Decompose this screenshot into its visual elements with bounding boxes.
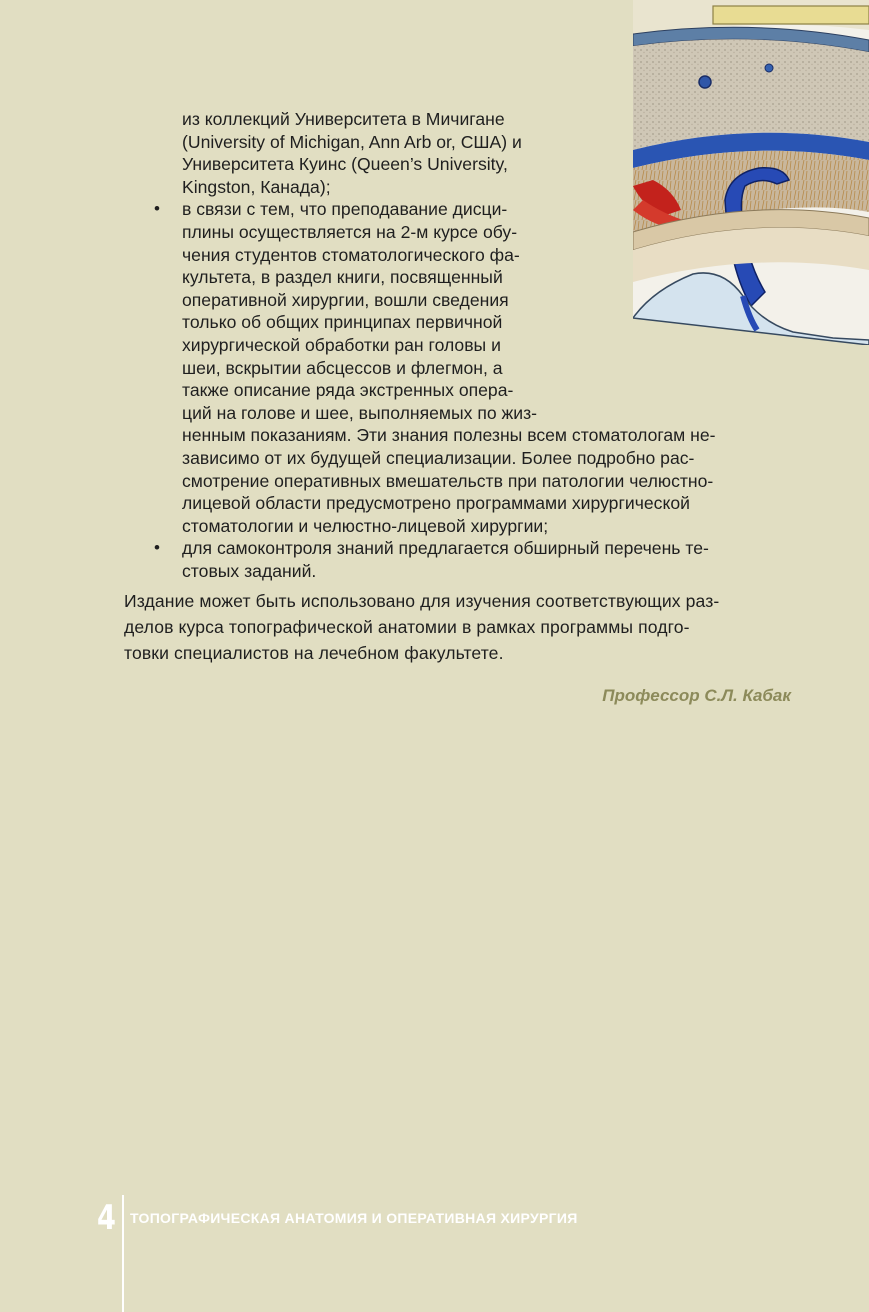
text-line: для самоконтроля знаний предлагается обширный перечень те- bbox=[182, 538, 709, 559]
text-line: плины осуществляется на 2-м курсе обу- bbox=[182, 221, 518, 242]
list-item-text bbox=[182, 198, 577, 424]
text-line: Издание может быть использовано для изучения соответствующих раз- bbox=[124, 591, 720, 612]
closing-paragraph bbox=[124, 588, 792, 666]
text-line: (University of Michigan, Ann Arb or, США) и bbox=[182, 131, 522, 152]
text-line: делов курса топографической анатомии в рамках программы подго- bbox=[124, 617, 690, 638]
text-line: ций на голове и шее, выполняемых по жиз- bbox=[182, 402, 538, 423]
list-item-text bbox=[182, 537, 792, 582]
text-line: только об общих принципах первичной bbox=[182, 312, 503, 333]
text-line: Университета Куинс (Queen’s University, bbox=[182, 154, 508, 175]
text-line: также описание ряда экстренных опера- bbox=[182, 380, 514, 401]
bullet-icon: • bbox=[154, 538, 160, 558]
text-line: лицевой области предусмотрено программами хирургической bbox=[182, 493, 690, 514]
bullet-icon: • bbox=[154, 199, 160, 219]
text-line: стовых заданий. bbox=[182, 560, 317, 581]
page-footer bbox=[97, 1195, 797, 1312]
text-line: в связи с тем, что преподавание дисци- bbox=[182, 199, 508, 220]
text-line: товки специалистов на лечебном факультете. bbox=[124, 643, 504, 664]
list-continuation bbox=[182, 108, 577, 198]
author-signature: Профессор С.Л. Кабак bbox=[602, 686, 791, 705]
text-line: хирургической обработки ран головы и bbox=[182, 334, 501, 355]
footer-divider bbox=[122, 1195, 124, 1312]
text-line: оперативной хирургии, вошли сведения bbox=[182, 289, 509, 310]
list-item-text-wide bbox=[182, 424, 792, 537]
running-title: ТОПОГРАФИЧЕСКАЯ АНАТОМИЯ И ОПЕРАТИВНАЯ ХИРУРГИЯ bbox=[130, 1210, 578, 1226]
text-line: культета, в раздел книги, посвященный bbox=[182, 267, 503, 288]
text-line: смотрение оперативных вмешательств при патологии челюстно- bbox=[182, 470, 714, 491]
text-line: шеи, вскрытии абсцессов и флегмон, а bbox=[182, 357, 503, 378]
body-text bbox=[124, 108, 792, 666]
text-line: зависимо от их будущей специализации. Более подробно рас- bbox=[182, 447, 695, 468]
text-line: Kingston, Канада); bbox=[182, 176, 331, 197]
text-line: стоматологии и челюстно-лицевой хирургии; bbox=[182, 515, 549, 536]
page-number: 4 bbox=[97, 1198, 116, 1238]
text-line: из коллекций Университета в Мичигане bbox=[182, 109, 505, 129]
text-line: ненным показаниям. Эти знания полезны всем стоматологам не- bbox=[182, 425, 716, 446]
list-item bbox=[124, 198, 792, 537]
text-line: чения студентов стоматологического фа- bbox=[182, 244, 520, 265]
list-item bbox=[124, 537, 792, 582]
